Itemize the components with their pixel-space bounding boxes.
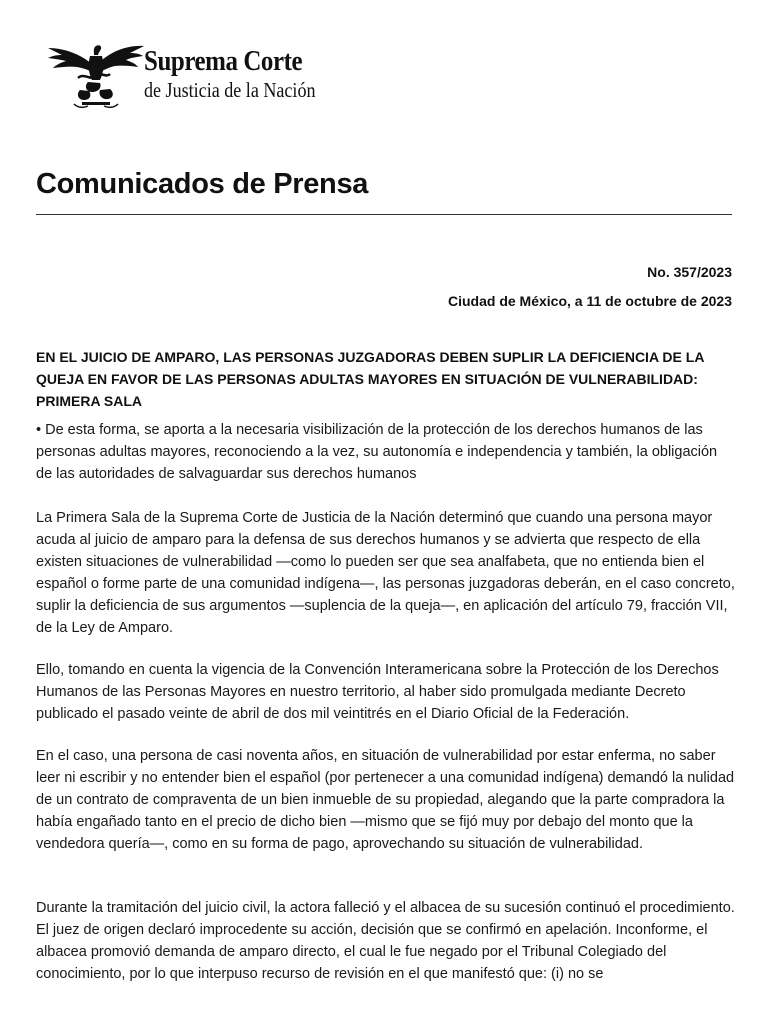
release-place-date: Ciudad de México, a 11 de octubre de 2023 [448, 293, 732, 309]
logo-line-2: de Justicia de la Nación [144, 78, 316, 102]
title-divider [36, 214, 732, 215]
body-paragraph-4: Durante la tramitación del juicio civil, la actora falleció y el albacea de su sucesión continuó el procedimiento. El juez de origen declaró improcedente su acción, decisión que se confirmó en apelación. Inconforme, el albacea promovió demanda de amparo directo, el cual le fue negado por el Tribunal Colegiado del conocimiento, por lo que interpuso recurso de revisión en el que manifestó que: (i) no se [36, 900, 735, 982]
release-headline: EN EL JUICIO DE AMPARO, LAS PERSONAS JUZGADORAS DEBEN SUPLIR LA DEFICIENCIA DE LA QUEJA EN FAVOR DE LAS PERSONAS ADULTAS MAYORES EN SITUACIÓN DE VULNERABILIDAD: PRIMERA SALA [36, 349, 704, 409]
release-number: No. 357/2023 [647, 264, 732, 280]
page-title: Comunicados de Prensa [36, 168, 369, 200]
logo-wordmark [144, 47, 343, 101]
body-paragraph-3: En el caso, una persona de casi noventa años, en situación de vulnerabilidad por estar enferma, no saber leer ni escribir y no entender bien el español (por pertenecer a una comunidad indígena) demandó la nulidad de un contrato de compraventa de un bien inmueble de su propiedad, alegando que la parte compradora la había engañado tanto en el precio de dicho bien —mismo que se fijó muy por debajo del monto que la vendedora quería—, como en su forma de pago, aprovechando su situación de vulnerabilidad. [36, 748, 735, 852]
body-paragraph-2: Ello, tomando en cuenta la vigencia de la Convención Interamericana sobre la Protección de los Derechos Humanos de las Personas Mayores en nuestro territorio, al haber sido promulgada mediante Decreto publicado el pasado veinte de abril de dos mil veintitrés en el Diario Oficial de la Federación. [36, 662, 719, 722]
body-paragraph-1: La Primera Sala de la Suprema Corte de Justicia de la Nación determinó que cuando una persona mayor acuda al juicio de amparo para la defensa de sus derechos humanos y se advierta que respecto de ella existen situaciones de vulnerabilidad —como lo pueden ser que sea analfabeta, que no entienda bien el español o forme parte de una comunidad indígena—, las personas juzgadoras deberán, en el caso concreto, suplir la deficiencia de sus argumentos —suplencia de la queja—, en aplicación del artículo 79, fracción VII, de la Ley de Amparo. [36, 510, 735, 636]
site-header [44, 36, 343, 112]
lead-bullet: • De esta forma, se aporta a la necesaria visibilización de la protección de los derechos humanos de las personas adultas mayores, reconociendo a la vez, su autonomía e independencia y también, la obligación de las autoridades de salvaguardar sus derechos humanos [36, 422, 718, 482]
logo-line-1: Suprema Corte [144, 45, 303, 77]
eagle-emblem-icon [44, 38, 144, 110]
